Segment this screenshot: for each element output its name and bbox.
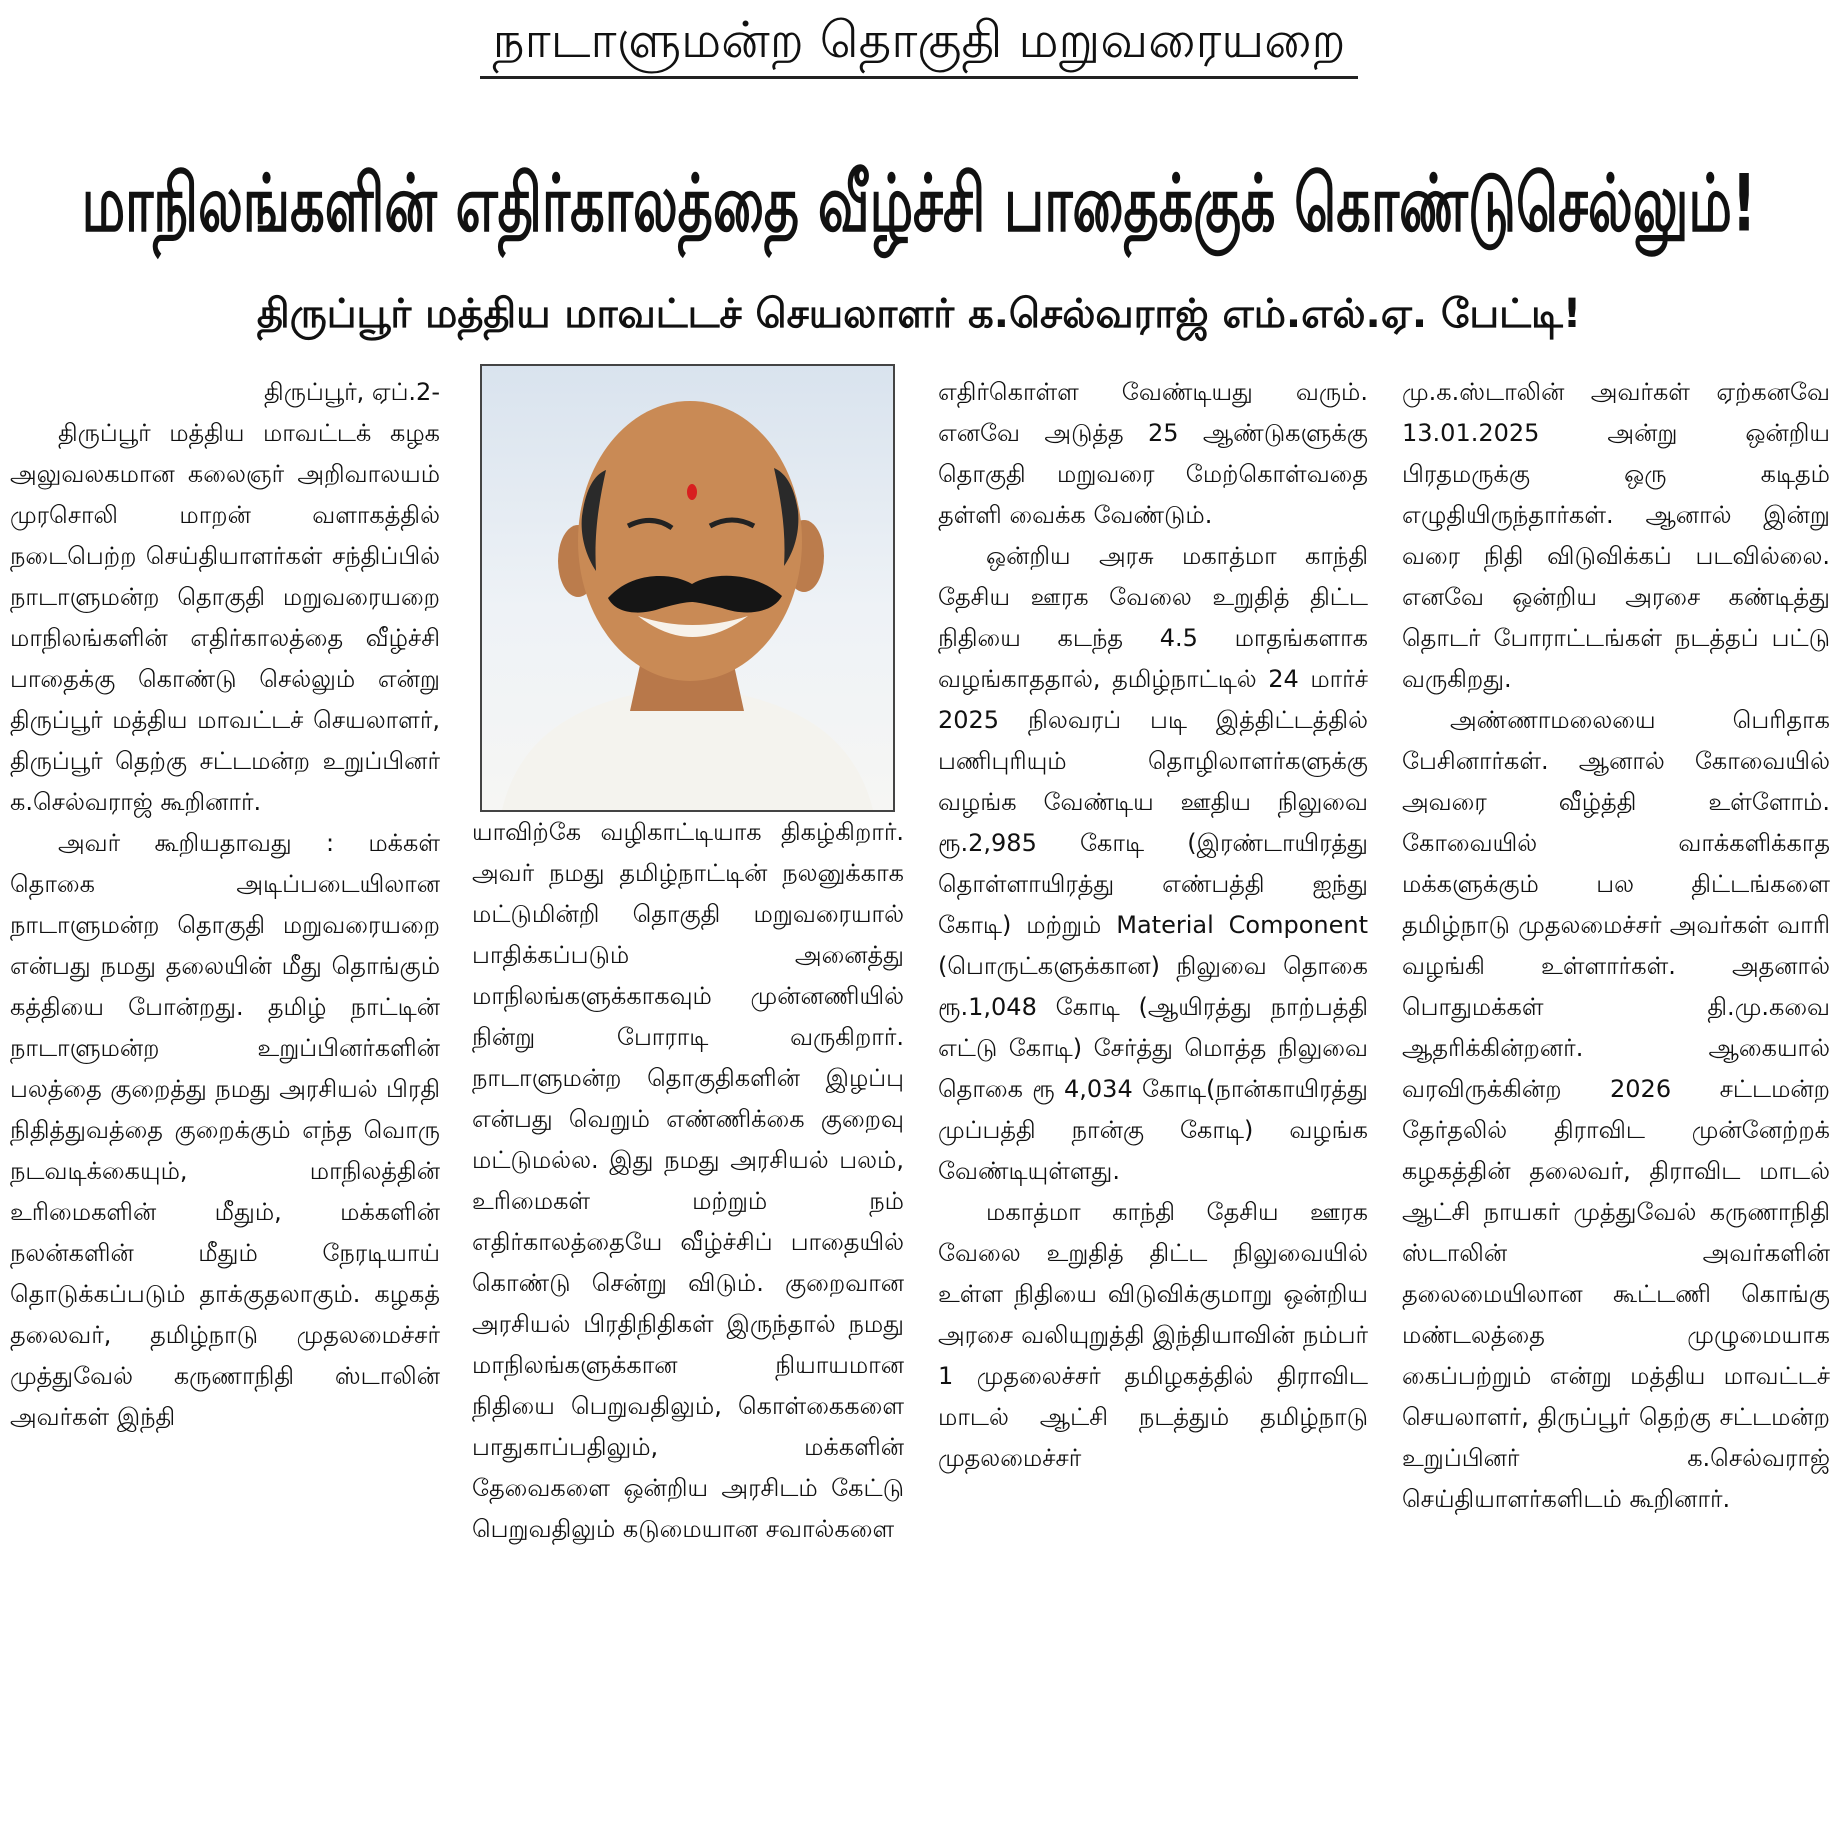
- article-column-2: [472, 812, 904, 1550]
- article-column-1: [10, 372, 440, 1438]
- article-column-4: [1402, 372, 1830, 1520]
- dateline: திருப்பூர், ஏப்.2-: [264, 378, 440, 406]
- paragraph: யாவிற்கே வழிகாட்டியாக திகழ்கிறார். அவர் நமது தமிழ்நாட்டின் நலனுக்காக மட்டுமின்றி தொகுதி மறுவரையால் பாதிக்கப்படும் அனைத்து மாநிலங்களுக்காகவும் முன்னணியில் நின்று போராடி வருகிறார். நாடாளுமன்ற தொகுதிகளின் இழப்பு என்பது வெறும் எண்ணிக்கை குறைவு மட்டுமல்ல. இது நமது அரசியல் பலம், உரிமைகள் மற்றும் நம் எதிர்காலத்தையே வீழ்ச்சிப் பாதையில் கொண்டு சென்று விடும். குறைவான அரசியல் பிரதிநிதிகள் இருந்தால் நமது மாநிலங்களுக்கான நியாயமான நிதியை பெறுவதிலும், கொள்கைகளை பாதுகாப்பதிலும், மக்களின் தேவைகளை ஒன்றிய அரசிடம் கேட்டு பெறுவதிலும் கடுமையான சவால்களை: [472, 818, 904, 1543]
- paragraph: திருப்பூர் மத்திய மாவட்டக் கழக அலுவலகமான கலைஞர் அறிவாலயம் முரசொலி மாறன் வளாகத்தில் நடைபெற்ற செய்தியாளர்கள் சந்திப்பில் நாடாளுமன்ற தொகுதி மறுவரையறை மாநிலங்களின் எதிர்காலத்தை வீழ்ச்சி பாதைக்கு கொண்டு செல்லும் என்று திருப்பூர் மத்திய மாவட்டச் செயலாளர், திருப்பூர் தெற்கு சட்டமன்ற உறுப்பினர் க.செல்வராஜ் கூறினார்.: [10, 419, 440, 816]
- paragraph: ஒன்றிய அரசு மகாத்மா காந்தி தேசிய ஊரக வேலை உறுதித் திட்ட நிதியை கடந்த 4.5 மாதங்களாக வழங்காததால், தமிழ்நாட்டில் 24 மார்ச் 2025 நிலவரப் படி இத்திட்டத்தில் பணிபுரியும் தொழிலாளர்களுக்கு வழங்க வேண்டிய ஊதிய நிலுவை ரூ.2,985 கோடி (இரண்டாயிரத்து தொள்ளாயிரத்து எண்பத்தி ஐந்து கோடி) மற்றும் Material Component (பொருட்களுக்கான) நிலுவை தொகை ரூ.1,048 கோடி (ஆயிரத்து நாற்பத்தி எட்டு கோடி) சேர்த்து மொத்த நிலுவை தொகை ரூ 4,034 கோடி(நான்காயிரத்து முப்பத்தி நான்கு கோடி) வழங்க வேண்டியுள்ளது.: [938, 542, 1368, 1185]
- portrait-illustration: [482, 366, 893, 810]
- kicker-section-label: [0, 4, 1838, 79]
- headline: மாநிலங்களின் எதிர்காலத்தை வீழ்ச்சி பாதைக்குக் கொண்டுசெல்லும்!: [81, 158, 1757, 250]
- paragraph: அண்ணாமலையை பெரிதாக பேசினார்கள். ஆனால் கோவையில் அவரை வீழ்த்தி உள்ளோம். கோவையில் வாக்களிக்காத மக்களுக்கும் பல திட்டங்களை தமிழ்நாடு முதலமைச்சர் அவர்கள் வாரி வழங்கி உள்ளார்கள். அதனால் பொதுமக்கள் தி.மு.கவை ஆதரிக்கின்றனர். ஆகையால் வரவிருக்கின்ற 2026 சட்டமன்ற தேர்தலில் திராவிட முன்னேற்றக் கழகத்தின் தலைவர், திராவிட மாடல் ஆட்சி நாயகர் முத்துவேல் கருணாநிதி ஸ்டாலின் அவர்களின் தலைமையிலான கூட்டணி கொங்கு மண்டலத்தை முழுமையாக கைப்பற்றும் என்று மத்திய மாவட்டச் செயலாளர், திருப்பூர் தெற்கு சட்டமன்ற உறுப்பினர் க.செல்வராஜ் செய்தியாளர்களிடம் கூறினார்.: [1402, 706, 1830, 1513]
- article-column-3: [938, 372, 1368, 1479]
- paragraph: எதிர்கொள்ள வேண்டியது வரும். எனவே அடுத்த 25 ஆண்டுகளுக்கு தொகுதி மறுவரை மேற்கொள்வதை தள்ளி வைக்க வேண்டும்.: [938, 378, 1368, 529]
- head-shape: [578, 401, 802, 681]
- portrait-photo: [480, 364, 895, 812]
- tilak-shape: [687, 484, 697, 500]
- paragraph: அவர் கூறியதாவது : மக்கள் தொகை அடிப்படையிலான நாடாளுமன்ற தொகுதி மறுவரையறை என்பது நமது தலையின் மீது தொங்கும் கத்தியை போன்றது. தமிழ் நாட்டின் நாடாளுமன்ற உறுப்பினர்களின் பலத்தை குறைத்து நமது அரசியல் பிரதி நிதித்துவத்தை குறைக்கும் எந்த வொரு நடவடிக்கையும், மாநிலத்தின் உரிமைகளின் மீதும், மக்களின் நலன்களின் மீதும் நேரடியாய் தொடுக்கப்படும் தாக்குதலாகும். கழகத் தலைவர், தமிழ்நாடு முதலமைச்சர் முத்துவேல் கருணாநிதி ஸ்டாலின் அவர்கள் இந்தி: [10, 829, 440, 1431]
- paragraph: மகாத்மா காந்தி தேசிய ஊரக வேலை உறுதித் திட்ட நிலுவையில் உள்ள நிதியை விடுவிக்குமாறு ஒன்றிய அரசை வலியுறுத்தி இந்தியாவின் நம்பர் 1 முதலைச்சர் தமிழகத்தில் திராவிட மாடல் ஆட்சி நடத்தும் தமிழ்நாடு முதலமைச்சர்: [938, 1198, 1368, 1472]
- subheadline: திருப்பூர் மத்திய மாவட்டச் செயலாளர் க.செல்வராஜ் எம்.எல்.ஏ. பேட்டி!: [256, 291, 1582, 337]
- kicker-text: நாடாளுமன்ற தொகுதி மறுவரையறை: [480, 4, 1357, 79]
- paragraph: மு.க.ஸ்டாலின் அவர்கள் ஏற்கனவே 13.01.2025 அன்று ஒன்றிய பிரதமருக்கு ஒரு கடிதம் எழுதியிருந்தார்கள். ஆனால் இன்று வரை நிதி விடுவிக்கப் படவில்லை. எனவே ஒன்றிய அரசை கண்டித்து தொடர் போராட்டங்கள் நடத்தப் பட்டு வருகிறது.: [1402, 378, 1830, 693]
